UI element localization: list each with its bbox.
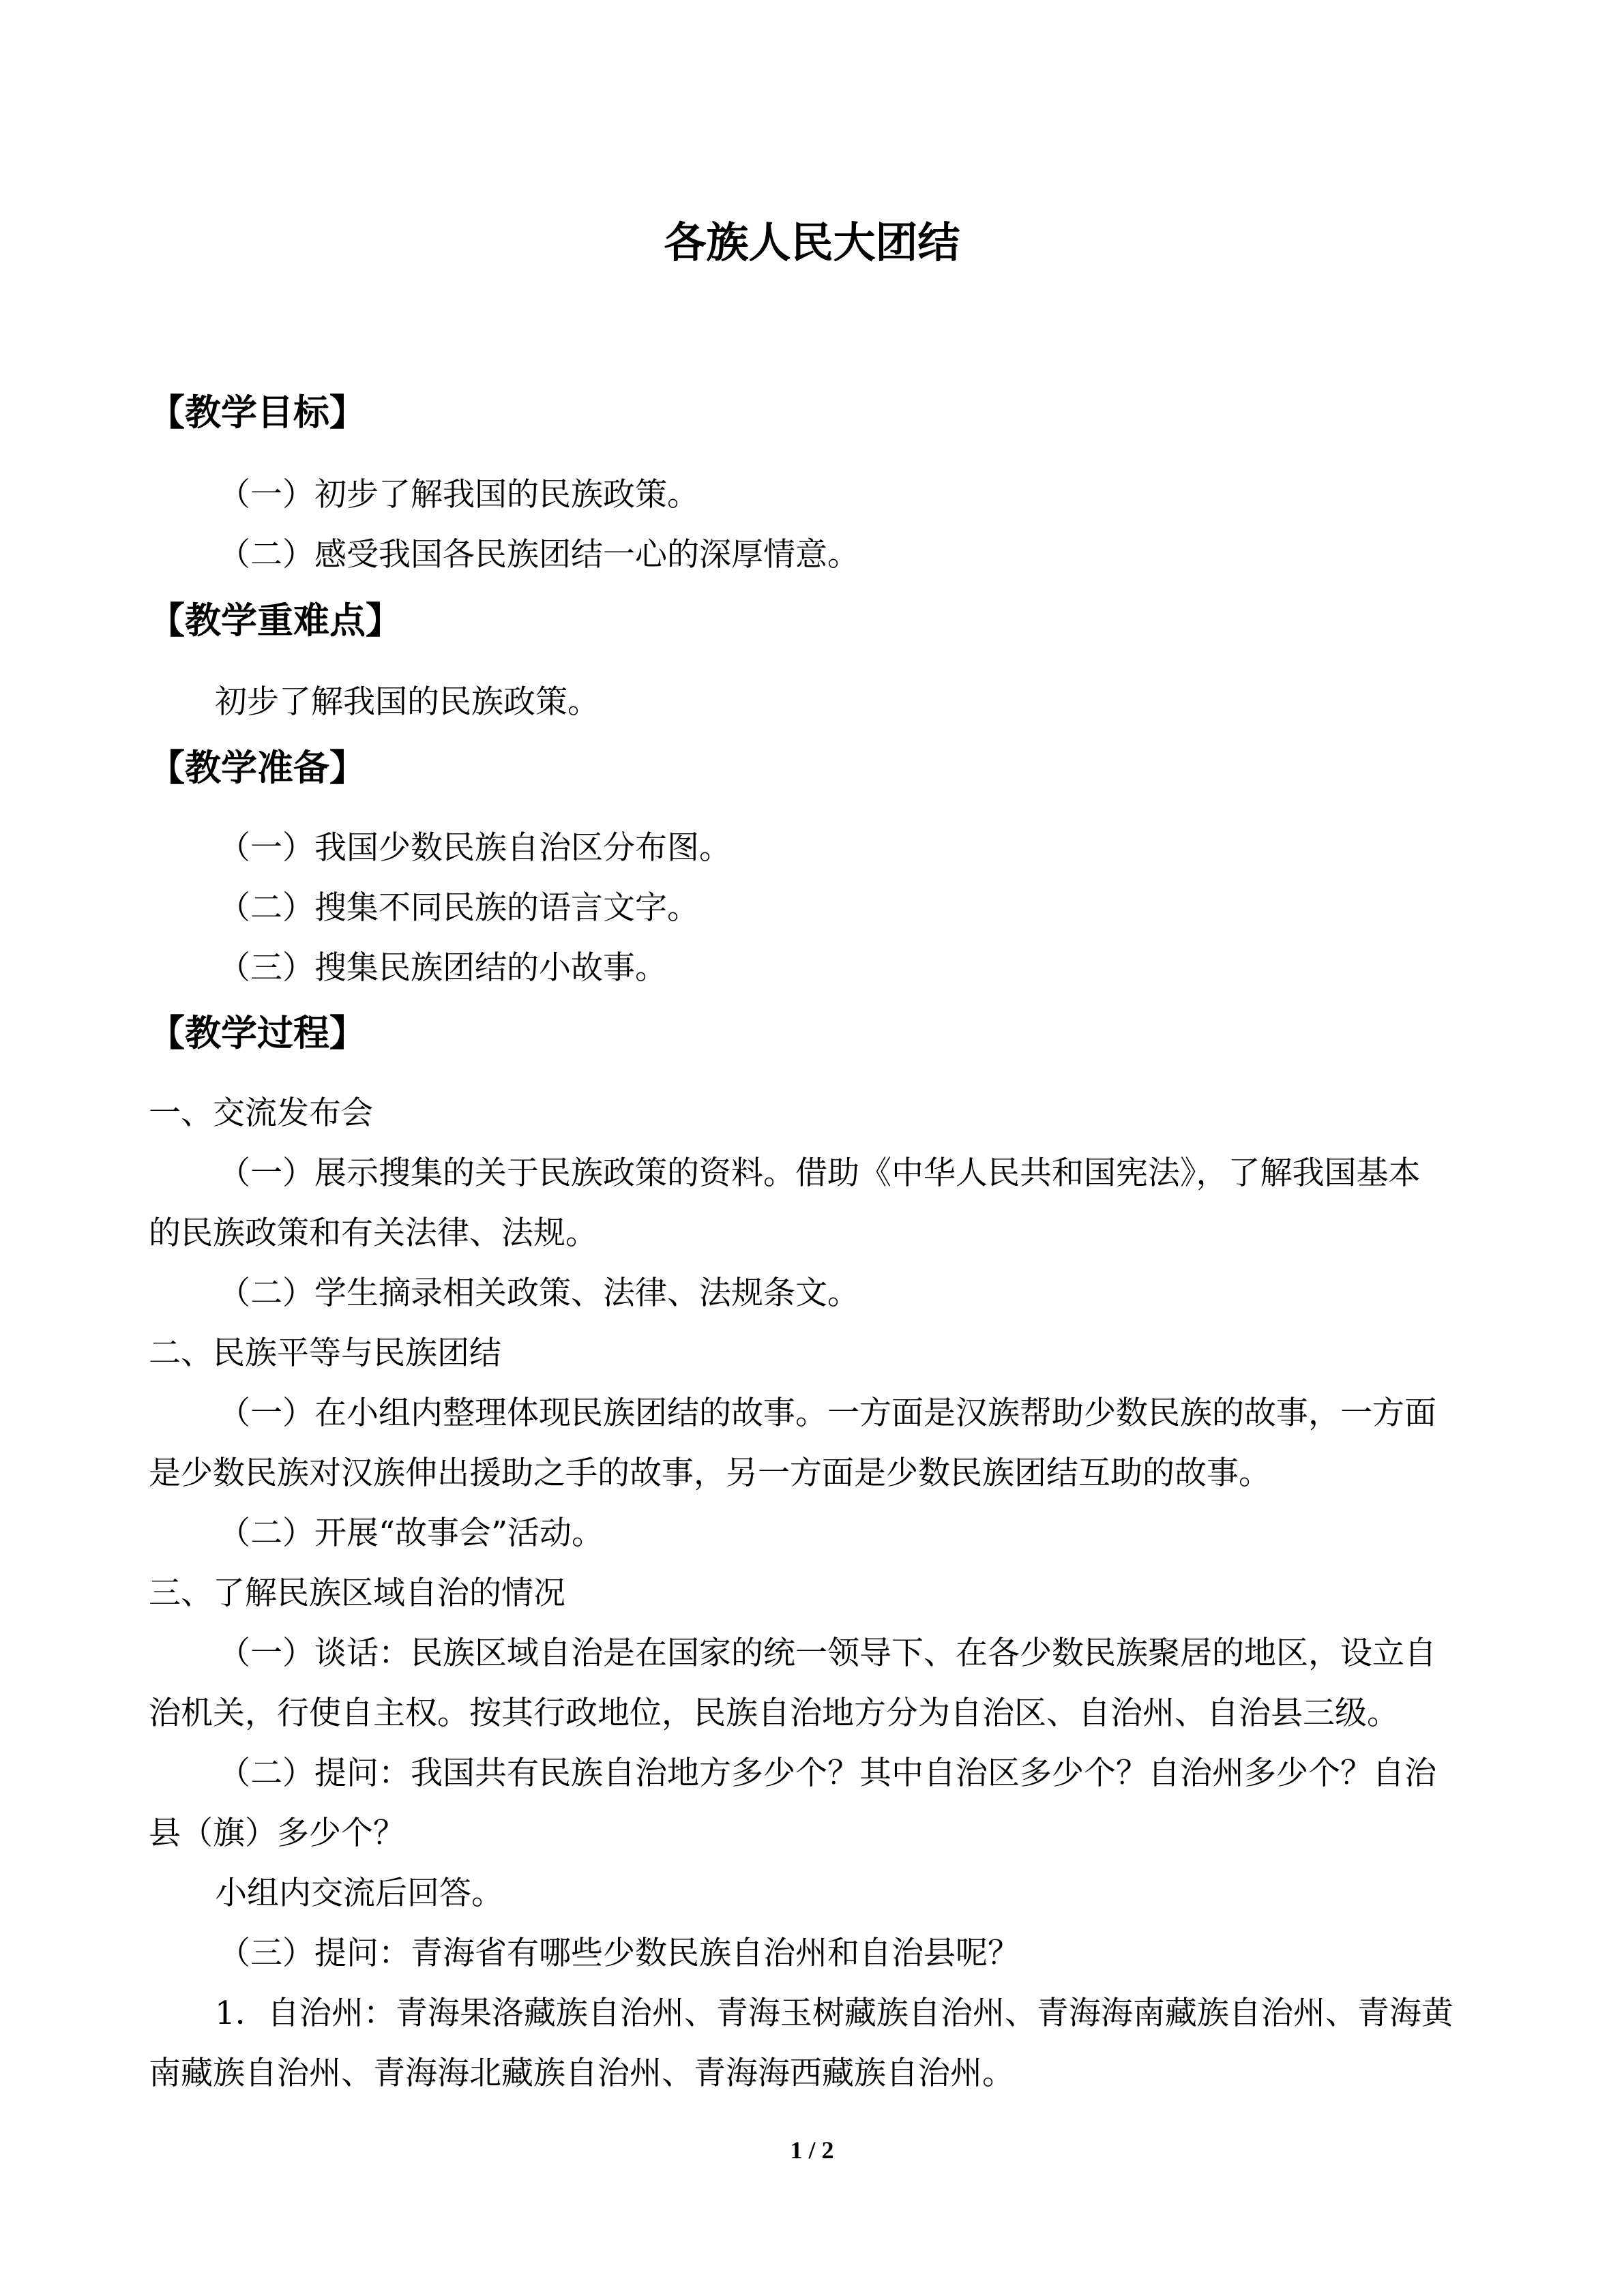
process-line: （二）开展“故事会”活动。 [218,1515,604,1552]
process-line: （一）展示搜集的关于民族政策的资料。借助《中华人民共和国宪法》，了解我国基本 [218,1154,1421,1192]
process-line: 县（旗）多少个？ [149,1815,405,1852]
process-line: （二）学生摘录相关政策、法律、法规条文。 [218,1274,859,1312]
section-heading-goals: 【教学目标】 [149,391,366,434]
goal-item: （一）初步了解我国的民族政策。 [218,476,699,513]
process-line: 治机关，行使自主权。按其行政地位，民族自治地方分为自治区、自治州、自治县三级。 [149,1695,1399,1732]
process-line: 1．自治州：青海果洛藏族自治州、青海玉树藏族自治州、青海海南藏族自治州、青海黄 [215,1995,1453,2032]
process-line: 南藏族自治州、青海海北藏族自治州、青海海西藏族自治州。 [149,2055,1014,2092]
preparation-item: （一）我国少数民族自治区分布图。 [218,829,731,867]
process-line: 是少数民族对汉族伸出援助之手的故事，另一方面是少数民族团结互助的故事。 [149,1455,1271,1492]
process-line: 小组内交流后回答。 [215,1875,503,1912]
section-heading-key-points: 【教学重难点】 [149,599,402,642]
process-line: 三、了解民族区域自治的情况 [149,1575,565,1612]
section-heading-process: 【教学过程】 [149,1012,366,1054]
document-title: 各族人民大团结 [664,218,960,267]
goal-item: （二）感受我国各民族团结一心的深厚情意。 [218,536,859,573]
preparation-item: （二）搜集不同民族的语言文字。 [218,889,699,927]
process-line: （二）提问：我国共有民族自治地方多少个？其中自治区多少个？自治州多少个？自治 [218,1755,1436,1792]
process-line: （一）在小组内整理体现民族团结的故事。一方面是汉族帮助少数民族的故事，一方面 [218,1395,1436,1432]
preparation-item: （三）搜集民族团结的小故事。 [218,949,667,987]
process-line: （三）提问：青海省有哪些少数民族自治州和自治县呢？ [218,1935,1020,1972]
key-point-text: 初步了解我国的民族政策。 [215,683,600,721]
process-line: （一）谈话：民族区域自治是在国家的统一领导下、在各少数民族聚居的地区，设立自 [218,1635,1436,1672]
process-line: 一、交流发布会 [149,1094,373,1132]
page-number: 1 / 2 [790,2136,834,2164]
process-line: 的民族政策和有关法律、法规。 [149,1214,597,1252]
section-heading-preparation: 【教学准备】 [149,747,366,789]
process-line: 二、民族平等与民族团结 [149,1335,501,1372]
